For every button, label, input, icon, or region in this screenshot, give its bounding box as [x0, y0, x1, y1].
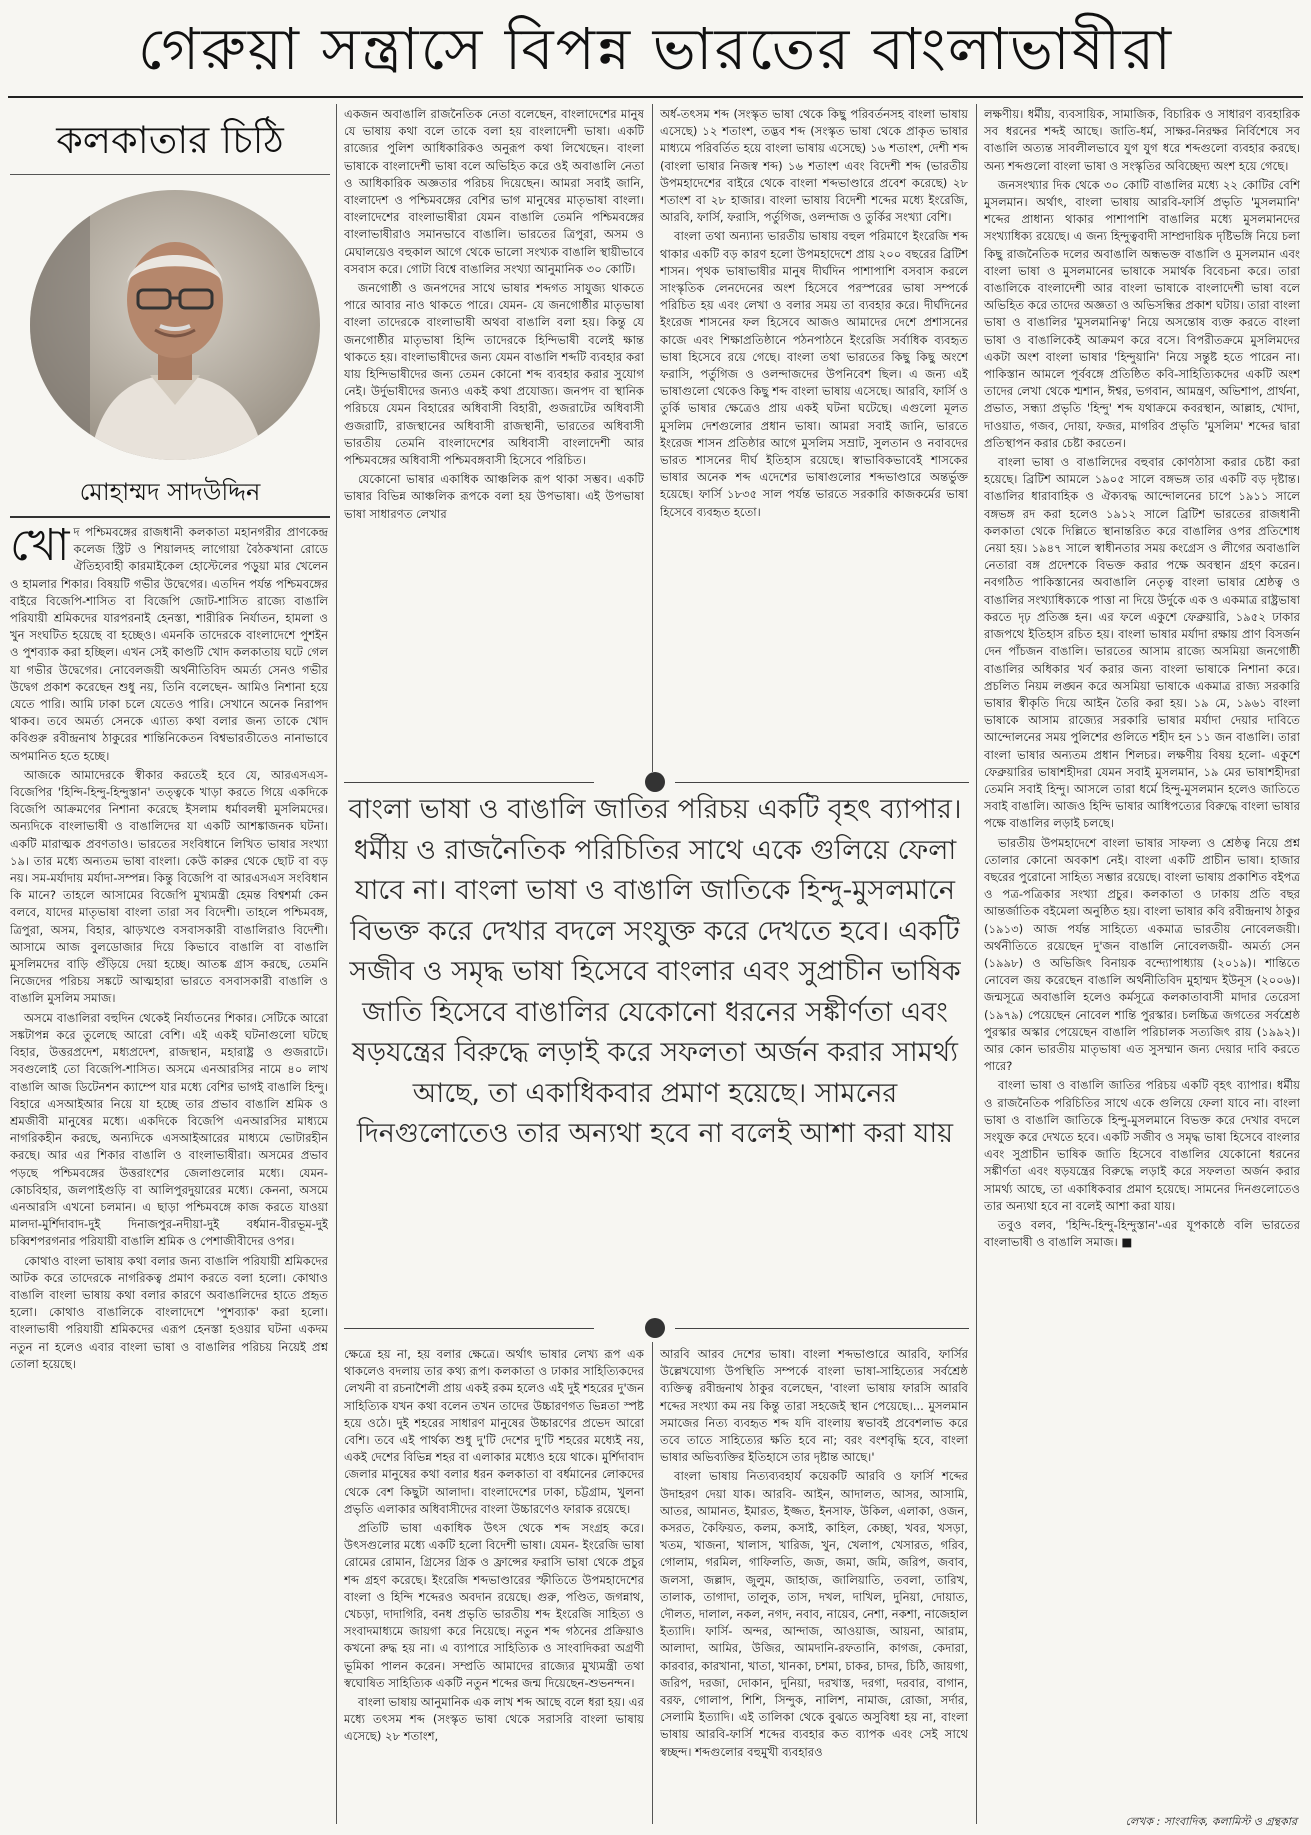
paragraph: জনগোষ্ঠী ও জনপদের সাথে ভাষার শব্দগত সাযুজ্য থাকতে পারে আবার নাও থাকতে পারে। যেমন- যে জনগোষ্ঠীর মাতৃভাষা বাংলা তাদেরকে বাংলাভাষী অথবা বাঙালি বলা হয়। কিন্তু যে জনগোষ্ঠীর মাতৃভাষা হিন্দি তাদেরকে হিন্দিভাষী বলেই ক্ষান্ত থাকতে হয়। বাংলাভাষীদের জন্য যেমন বাঙালি শব্দটি ব্যবহার করা যায় হিন্দিভাষীদের জন্য তেমন কোনো শব্দ ব্যবহার করার সুযোগ নেই। উর্দুভাষীদের জন্যও একই কথা প্রযোজ্য। জনপদ বা স্থানিক পরিচয়ে যেমন বিহারের অধিবাসী বিহারী, গুজরাটের অধিবাসী গুজরাটি, রাজস্থানের অধিবাসী রাজস্থানী, ভারতের অধিবাসী ভারতীয় তেমনি বাংলাদেশের অধিবাসী বাংলাদেশী আর পশ্চিমবঙ্গের অধিবাসী পশ্চিমবঙ্গবাসী হিসেবে পরিচিত।: [344, 281, 644, 468]
paragraph: অর্ধ-তৎসম শব্দ (সংস্কৃত ভাষা থেকে কিছু পরিবর্তনসহ বাংলা ভাষায় এসেছে) ১২ শতাংশ, তদ্ভব শব্দ (সংস্কৃত ভাষা থেকে প্রাকৃত ভাষার মাধ্যমে পরিবর্তিত হয়ে বাংলা ভাষায় এসেছে) ১৬ শতাংশ, দেশী শব্দ (বাংলা ভাষার নিজস্ব শব্দ) ১৬ শতাংশ এবং বিদেশী শব্দ (ভারতীয় উপমহাদেশের বাইরে থেকে বাংলা শব্দভাণ্ডারে প্রবেশ করেছে) ২৮ শতাংশ বা ২৮ হাজার। বাংলা ভাষায় বিদেশী শব্দের মধ্যে ইংরেজি, আরবি, ফার্সি, ফরাসি, পর্তুগিজ, ওলন্দাজ ও তুর্কির সংখ্যা বেশি।: [660, 107, 968, 225]
paragraph: বাংলা ভাষায় আনুমানিক এক লাখ শব্দ আছে বলে ধরা হয়। এর মধ্যে তৎসম শব্দ (সংস্কৃত ভাষা থেকে সরাসরি বাংলা ভাষায় এসেছে) ২৮ শতাংশ,: [344, 1695, 644, 1744]
author-footnote: লেখক : সাংবাদিক, কলামিস্ট ও গ্রন্থকার: [1125, 1815, 1297, 1828]
pull-quote-dot-bottom: [645, 1318, 665, 1338]
author-photo: [30, 190, 320, 460]
author-portrait-icon: [30, 190, 320, 460]
paragraph: একজন অবাঙালি রাজনৈতিক নেতা বলেছেন, বাংলাদেশের মানুষ যে ভাষায় কথা বলে তাকে বলা হয় বাংলাদেশী ভাষা। একটি রাজ্যের পুলিশ আধিকারিকও অনুরূপ কথা লিখেছেন। বাংলা ভাষাকে বাংলাদেশী ভাষা বলে অভিহিত করে ওই অবাঙালি নেতা ও আধিকারিক অজ্ঞতার পরিচয় দিয়েছেন। আমরা সবাই জানি, বাংলাদেশ ও পশ্চিমবঙ্গের বেশির ভাগ মানুষের মাতৃভাষা বাংলা। বাংলাদেশের বাংলাভাষীরা যেমন বাঙালি তেমনি পশ্চিমবঙ্গের বাংলাভাষীরাও সমানভাবে বাঙালি। ভারতের ত্রিপুরা, অসম ও মেঘালয়েও বহুকাল আগে থেকে ভালো সংখ্যক বাঙালি স্থায়ীভাবে বসবাস করে। গোটা বিশ্বে বাঙালির সংখ্যা আনুমানিক ৩০ কোটি।: [344, 107, 644, 276]
column-2-bottom: [344, 1346, 644, 1826]
column-divider: [976, 104, 977, 1824]
byline-rule: [10, 516, 330, 518]
section-title-rule: [10, 174, 330, 175]
paragraph: দ পশ্চিমবঙ্গের রাজধানী কলকাতা মহানগরীর প্রাণকেন্দ্র কলেজ স্ট্রিট ও শিয়ালদহ লাগোয়া বৈঠকখানা রোডে ঐতিহ্যবাহী কারমাইকেল হোস্টেলের পড়ুয়া মার খেলেন ও হামলার শিকার। বিষয়টি গভীর উদ্বেগের। এতদিন পর্যন্ত পশ্চিমবঙ্গের বাইরে বিজেপি-শাসিত বা বিজেপি জোট-শাসিত রাজ্যে বাঙালি পরিযায়ী শ্রমিকদের যারপরনাই হেনস্তা, শারীরিক নির্যাতন, হামলা ও খুন সংঘটিত হয়েছে বা হচ্ছেও। এমনকি তাদেরকে বাংলাদেশে পুশইন ও পুশব্যাক করা হচ্ছিল। এখন সেই কাণ্ডটি খোদ কলকাতায় ঘটে গেল যা গভীর উদ্বেগের। নোবেলজয়ী অর্থনীতিবিদ অমর্ত্য সেনও গভীর উদ্বেগ প্রকাশ করেছেন শুধু নয়, তিনি বলেছেন- আমিও নিশানা হয়ে যেতে পারি। আমি ঢাকা চলে যেতেও পারি। সেখানে অনেক নিরাপদ থাকব। তবে অমর্ত্য সেনকে এ্যাত্য কথা বলার জন্য তাকে খোদ কবিগুরু রবীন্দ্রনাথ ঠাকুরের শান্তিনিকেতন বিশ্বভারতীতেও নানাভাবে অপমানিত হতে হচ্ছে।: [10, 525, 328, 763]
paragraph: ক্ষেত্রে হয় না, হয় বলার ক্ষেত্রে। অর্থাৎ ভাষার লেখ্য রূপ এক থাকলেও বদলায় তার কথ্য রূপ। কলকাতা ও ঢাকার সাহিত্যিকদের লেখনী বা রচনাশৈলী প্রায় একই রকম হলেও এই দুই শহরের দু'জন সাহিত্যিক যখন কথা বলেন তখন তাদের উচ্চারণগত ভিন্নতা স্পষ্ট হয়ে ওঠে। দুই শহরের সাধারণ মানুষের উচ্চারণের প্রভেদ আরো বেশি। তবে এই পার্থক্য শুধু দু'টি দেশের দু'টি শহরের মধ্যেই নয়, একই দেশের বিভিন্ন শহর বা এলাকার মধ্যেও হয়ে থাকে। মুর্শিদাবাদ জেলার মানুষের কথা বলার ধরন কলকাতা বা বর্ধমানের লোকদের থেকে বেশ কিছুটা আলাদা। বাংলাদেশের ঢাকা, চট্টগ্রাম, খুলনা প্রভৃতি এলাকার অধিবাসীদের বাংলা উচ্চারণেও ফারাক রয়েছে।: [344, 1347, 644, 1516]
top-rule: [8, 96, 1303, 98]
paragraph: লক্ষণীয়। ধর্মীয়, ব্যবসায়িক, সামাজিক, বিচারিক ও সাধারণ ব্যবহারিক সব ধরনের শব্দই আছে। জাতি-ধর্ম, সাক্ষর-নিরক্ষর নির্বিশেষে সব বাঙালি অত্যন্ত সাবলীলভাবে যুগ যুগ ধরে শব্দগুলো ব্যবহার করছে। অন্য শব্দগুলো বাংলা ভাষা ও সংস্কৃতির অবিচ্ছেদ্য অংশ হয়ে গেছে।: [984, 107, 1300, 173]
paragraph: প্রতিটি ভাষা একাধিক উৎস থেকে শব্দ সংগ্রহ করে। উৎসগুলোর মধ্যে একটি হলো বিদেশী ভাষা। যেমন- ইংরেজি ভাষা রোমের রোমান, গ্রিসের গ্রিক ও ফ্রান্সের ফরাসি ভাষা থেকে প্রচুর শব্দ গ্রহণ করেছে। ইংরেজি শব্দভাণ্ডারের স্ফীতিতে উপমহাদেশের বাংলা ও হিন্দি শব্দেরও অবদান রয়েছে। গুরু, পণ্ডিত, জগন্নাথ, খেচড়া, দাদাগিরি, বনধ প্রভৃতি ভারতীয় শব্দ ইংরেজি সাহিত্য ও সংবাদমাধ্যমে জায়গা করে নিয়েছে। নতুন শব্দ গঠনের প্রক্রিয়াও কখনো রুদ্ধ হয় না। এ ব্যাপারে সাহিত্যিক ও সাংবাদিকরা অগ্রণী ভূমিকা পালন করেন। সম্প্রতি আমাদের রাজ্যের মুখ্যমন্ত্রী তথা স্বঘোষিত সাহিত্যিক একটি নতুন শব্দের জন্ম দিয়েছেন-শুভনন্দন।: [344, 1521, 644, 1690]
column-divider: [336, 104, 337, 1824]
pull-quote-rule-right: [675, 782, 969, 783]
paragraph: আরবি আরব দেশের ভাষা। বাংলা শব্দভাণ্ডারে আরবি, ফার্সির উল্লেখযোগ্য উপস্থিতি সম্পর্কে বাংলা ভাষা-সাহিত্যের সর্বশ্রেষ্ঠ ব্যক্তিত্ব রবীন্দ্রনাথ ঠাকুর বলেছেন, 'বাংলা ভাষায় ফারসি আরবি শব্দের সংখ্যা কম নয় কিন্তু তারা সহজেই স্থান পেয়েছে।... মুসলমান সমাজের নিত্য ব্যবহৃত শব্দ যদি বাংলায় স্বভাবই প্রবেশলাভ করে তবে তাতে সাহিত্যের ক্ষতি হবে না; বরং বংশবৃদ্ধি হবে, বাংলা ভাষার অভিব্যক্তির ইতিহাসে তার দৃষ্টান্ত আছে।': [660, 1347, 968, 1465]
paragraph: যেকোনো ভাষার একাধিক আঞ্চলিক রূপ থাকা সম্ভব। একটি ভাষার বিভিন্ন আঞ্চলিক রূপকে বলা হয় উপভাষা। এই উপভাষা ভাষা সাধারণত লেখার: [344, 472, 644, 521]
paragraph: বাংলা তথা অন্যান্য ভারতীয় ভাষায় বহুল পরিমাণে ইংরেজি শব্দ থাকার একটি বড় কারণ হলো উপমহাদেশে প্রায় ২০০ বছরের ব্রিটিশ শাসন। পৃথক ভাষাভাষীর মানুষ দীর্ঘদিন পাশাপাশি বসবাস করলে সাংস্কৃতিক লেনদেনের অংশ হিসেবে পরস্পরের ভাষা সম্পর্কে পরিচিত হয় এবং লেখা ও বলার সময় তা ব্যবহার করে। দীর্ঘদিনের ইংরেজ শাসনের ফল হিসেবে আজও আমাদের দেশে প্রশাসনের কাজে এবং শিক্ষাপ্রতিষ্ঠানে পঠনপাঠনে ইংরেজি সর্বাধিক ব্যবহৃত ভাষা হিসেবে রয়ে গেছে। বাংলা তথা ভারতের কিছু কিছু অংশে ফরাসি, পর্তুগিজ ও ওলন্দাজদের উপনিবেশ ছিল। এ জন্য এই ভাষাগুলো থেকেও কিছু শব্দ বাংলা ভাষায় এসেছে। আরবি, ফার্সি ও তুর্কি ভাষার ক্ষেত্রেও প্রায় একই ঘটনা ঘটেছে। এগুলো মূলত মুসলিম দেশগুলোর প্রধান ভাষা। আমরা সবাই জানি, ভারতে ইংরেজ শাসন প্রতিষ্ঠার আগে মুসলিম সম্রাট, সুলতান ও নবাবদের ভারত শাসনের দীর্ঘ ইতিহাস রয়েছে। স্বাভাবিকভাবেই শাসকের ভাষার অনেক শব্দ এদেশের ভাষাগুলোর শব্দভাণ্ডারে অন্তর্ভুক্ত হয়েছে। ফার্সি ১৮৩৫ সাল পর্যন্ত ভারতে সরকারি কাজকর্মের ভাষা হিসেবে ব্যবহৃত হতো।: [660, 229, 968, 519]
paragraph: অসমে বাঙালিরা বহুদিন থেকেই নির্যাতনের শিকার। সেটিকে আরো সঙ্কটাপন্ন করে তুলেছে আরো বেশি। এই একই ঘটনাগুলো ঘটছে বিহার, উত্তরপ্রদেশ, মধ্যপ্রদেশ, রাজস্থান, মহারাষ্ট্র ও গুজরাটে। সবগুলোই তো বিজেপি-শাসিত। অসমে এনআরসির নামে ৪০ লাখ বাঙালি আজ ডিটেনশন ক্যাম্পে যার মধ্যে বেশির ভাগই বাঙালি হিন্দু। বিহারে এসআইআর নিয়ে যা হচ্ছে তার প্রভাব বাঙালি শ্রমিক ও শ্রমজীবী মানুষের মধ্যে। একদিকে বিজেপি এনআরসির মাধ্যমে নাগরিকহীন করছে, অন্যদিকে এসআইআরের মাধ্যমে ভোটারহীন করছে। আর এর শিকার বাঙালি ও বাংলাভাষীরা। অসমের প্রভাব পড়ছে পশ্চিমবঙ্গের উত্তরাংশের জেলাগুলোর মধ্যে। যেমন- কোচবিহার, জলপাইগুড়ি বা আলিপুরদুয়ারের মধ্যে। কেননা, অসমে এনআরসি এখনো চলমান। এ ছাড়া পশ্চিমবঙ্গে কাজ করতে যাওয়া মালদা-মুর্শিদাবাদ-দুই দিনাজপুর-নদীয়া-দুই বর্ধমান-বীরভূম-দুই চব্বিশপরগনার পরিযায়ী বাঙালি শ্রমিক ও পেশাজীবীদের ওপর।: [10, 1010, 328, 1249]
column-1: [10, 524, 328, 1824]
section-title: কলকাতার চিঠি: [56, 118, 284, 162]
column-divider: [652, 1342, 653, 1824]
headline: গেরুয়া সন্ত্রাসে বিপন্ন ভারতের বাংলাভাষীরা: [137, 15, 1174, 83]
column-3-top: [660, 106, 968, 770]
paragraph: তবুও বলব, 'হিন্দি-হিন্দু-হিন্দুস্তান'-এর যূপকাষ্ঠে বলি ভারতের বাংলাভাষী ও বাঙালি সমাজ। ■: [984, 1218, 1300, 1250]
paragraph: বাংলা ভাষায় নিত্যব্যবহার্য কয়েকটি আরবি ও ফার্সি শব্দের উদাহরণ দেয়া যাক। আরবি- আইন, আদালত, আসর, আসামি, আতর, আমানত, ইমারত, ইজ্জত, ইনসাফ, উকিল, এলাকা, ওজন, কসরত, কৈফিয়ত, কলম, কসাই, কাহিল, কেচ্ছা, খবর, খসড়া, খতম, খাজনা, খালাস, খারিজ, খুন, খেলাপ, খেসারত, গরিব, গোলাম, গরমিল, গাফিলতি, জজ, জমা, জমি, জরিপ, জবাব, জলসা, জল্লাদ, জুলুম, জাহাজ, জালিয়াতি, তবলা, তারিখ, তালাক, তাগাদা, তালুক, তাস, দখল, দাখিল, দুনিয়া, দোয়াত, দৌলত, দালাল, নকল, নগদ, নবাব, নায়েব, নেশা, নকশা, নাজেহাল ইত্যাদি। ফার্সি- অন্দর, আন্দাজ, আওয়াজ, আয়না, আরাম, আলাদা, আমির, উজির, আমদানি-রফতানি, কাগজ, কেদারা, কারবার, কারখানা, খাতা, খানকা, চশমা, চাকর, চাদর, চিঠি, জায়গা, জরিপ, দরজা, দোকান, দুনিয়া, দরখাস্ত, দরগা, দরবার, বাগান, বরফ, গোলাপ, শিশি, সিন্দুক, নালিশ, নামাজ, রোজা, সর্দার, সেলামি ইত্যাদি। এই তালিকা থেকে বুঝতে অসুবিধা হয় না, বাংলা ভাষায় আরবি-ফার্সি শব্দের ব্যবহার কত ব্যাপক এবং সেই সাথে স্বচ্ছন্দ। শব্দগুলোর বহুমুখী ব্যবহারও: [660, 1469, 968, 1759]
paragraph: বাংলা ভাষা ও বাঙালি জাতির পরিচয় একটি বৃহৎ ব্যাপার। ধর্মীয় ও রাজনৈতিক পরিচিতির সাথে একে গুলিয়ে ফেলা যাবে না। বাংলা ভাষা ও বাঙালি জাতিকে হিন্দু-মুসলমানে বিভক্ত করে দেখার বদলে সংযুক্ত করে দেখতে হবে। একটি সজীব ও সমৃদ্ধ ভাষা হিসেবে বাংলার এবং সুপ্রাচীন ভাষিক জাতি হিসেবে বাঙালির যেকোনো ধরনের সঙ্কীর্ণতা এবং ষড়যন্ত্রের বিরুদ্ধে লড়াই করে সফলতা অর্জন করার সামর্থ্য আছে, তা একাধিকবার প্রমাণ হয়েছে। সামনের দিনগুলোতেও তার অন্যথা হবে না বলেই আশা করা যায়।: [984, 1078, 1300, 1213]
pull-quote: বাংলা ভাষা ও বাঙালি জাতির পরিচয় একটি বৃহৎ ব্যাপার। ধর্মীয় ও রাজনৈতিক পরিচিতির সাথে একে গুলিয়ে ফেলা যাবে না। বাংলা ভাষা ও বাঙালি জাতিকে হিন্দু-মুসলমানে বিভক্ত করে দেখার বদলে সংযুক্ত করে দেখতে হবে। একটি সজীব ও সমৃদ্ধ ভাষা হিসেবে বাংলার এবং সুপ্রাচীন ভাষিক জাতি হিসেবে বাঙালির যেকোনো ধরনের সঙ্কীর্ণতা এবং ষড়যন্ত্রের বিরুদ্ধে লড়াই করে সফলতা অর্জন করার সামর্থ্য আছে, তা একাধিকবার প্রমাণ হয়েছে। সামনের দিনগুলোতেও তার অন্যথা হবে না বলেই আশা করা যায়: [348, 794, 962, 1149]
pull-quote-rule-left-bottom: [344, 1328, 594, 1329]
paragraph: ভারতীয় উপমহাদেশে বাংলা ভাষার সাফল্য ও শ্রেষ্ঠত্ব নিয়ে প্রশ্ন তোলার কোনো অবকাশ নেই। বাংলা একটি প্রাচীন ভাষা। হাজার বছরের পুরোনো সাহিত্য সম্ভার রয়েছে। বাংলা ভাষায় প্রকাশিত বইপত্র ও পত্র-পত্রিকার সংখ্যা প্রচুর। কলকাতা ও ঢাকায় প্রতি বছর আন্তর্জাতিক বইমেলা অনুষ্ঠিত হয়। বাংলা ভাষার কবি রবীন্দ্রনাথ ঠাকুর (১৯১৩) আজ পর্যন্ত সাহিত্যে একমাত্র ভারতীয় নোবেলজয়ী। অর্থনীতিতে রয়েছেন দু'জন বাঙালি নোবেলজয়ী- অমর্ত্য সেন (১৯৯৮) ও অভিজিৎ বিনায়ক বন্দ্যোপাধ্যায় (২০১৯)। শান্তিতে নোবেল জয় করেছেন বাঙালি অর্থনীতিবিদ মুহাম্মদ ইউনূস (২০০৬)। জন্মসূত্রে অবাঙালি হলেও কর্মসূত্রে কলকাতাবাসী মাদার তেরেসা (১৯৭৯) পেয়েছেন নোবেল শান্তি পুরস্কার। চলচ্চিত্র জগতের সর্বশ্রেষ্ঠ পুরস্কার অস্কার পেয়েছেন বাঙালি পরিচালক সত্যজিৎ রায় (১৯৯২)। আর কোন ভারতীয় মাতৃভাষা এত সুসম্মান জন্য দেয়ার দাবি করতে পারে?: [984, 835, 1300, 1074]
pull-quote-rule-left: [344, 782, 594, 783]
pull-quote-rule-right-bottom: [675, 1328, 969, 1329]
paragraph: বাংলা ভাষা ও বাঙালিদের বহুবার কোণঠাসা করার চেষ্টা করা হয়েছে। ব্রিটিশ আমলে ১৯০৫ সালে বঙ্গভঙ্গ তার একটি বড় দৃষ্টান্ত। বাঙালির ধারাবাহিক ও ঐক্যবদ্ধ আন্দোলনের চাপে ১৯১১ সালে বঙ্গভঙ্গ রদ করা হলেও ১৯১২ সালে ব্রিটিশ ভারতের রাজধানী কলকাতা থেকে দিল্লিতে স্থানান্তরিত করে বাঙালির ওপর প্রতিশোধ নেয়া হয়। ১৯৪৭ সালে স্বাধীনতার সময় কংগ্রেস ও লীগের অবাঙালি নেতারা বঙ্গ প্রদেশকে বিভক্ত করার পক্ষে অবস্থান গ্রহণ করেন। নবগঠিত পাকিস্তানের অবাঙালি নেতৃত্ব বাংলা ভাষার শ্রেষ্ঠত্ব ও বাঙালির সংখ্যাধিক্যকে পাত্তা না দিয়ে উর্দুকে এক ও একমাত্র রাষ্ট্রভাষা করতে দৃঢ় প্রতিজ্ঞ হন। এর ফলে একুশে ফেব্রুয়ারি, ১৯৫২ ঢাকার রাজপথে ইতিহাস রচিত হয়। বাংলা ভাষার মর্যাদা রক্ষায় প্রাণ বিসর্জন দেন পাঁচজন বাঙালি। ভারতের আসাম রাজ্যে অসমিয়া জনগোষ্ঠী বাঙালির অধিকার খর্ব করার জন্য বাংলা ভাষাকে নিশানা করে। প্রচলিত নিয়ম লঙ্ঘন করে অসমিয়া ভাষাকে একমাত্র রাজ্য সরকারি ভাষার স্বীকৃতি দিয়ে আইন তৈরি করা হয়। ১৯ মে, ১৯৬১ বাংলা ভাষাকে আসাম রাজ্যের সরকারি ভাষার মর্যাদা দেয়ার দাবিতে আন্দোলনের সময় পুলিশের গুলিতে শহীদ হন ১১ জন বাঙালি। তারা বাংলা ভাষার অন্যতম প্রধান শিলচর। লক্ষণীয় বিষয় হলো- একুশে ফেব্রুয়ারির ভাষাশহীদরা যেমন সবাই মুসলমান, ১৯ মের ভাষাশহীদরা তেমনি সবাই হিন্দু। আসলে তারা ধর্মে হিন্দু-মুসলমান হলেও জাতিতে সবাই বাঙালি। আজও হিন্দি ভাষার আধিপত্যের বিরুদ্ধে বাংলা ভাষার পক্ষে বাঙালির লড়াই চলছে।: [984, 455, 1300, 831]
paragraph: জনসংখ্যার দিক থেকে ৩০ কোটি বাঙালির মধ্যে ২২ কোটির বেশি মুসলমান। অর্থাৎ, বাংলা ভাষায় আরবি-ফার্সি প্রভৃতি 'মুসলমানি' শব্দের প্রাধান্য থাকার পাশাপাশি বাঙালির মধ্যে মুসলমানদের সংখ্যাধিক্য রয়েছে। এ জন্য হিন্দুত্ববাদী সাম্প্রদায়িক দৃষ্টিভঙ্গি নিয়ে চলা কিছু রাজনৈতিক দলের অবাঙালি অন্ধভক্ত বাঙালি ও মুসলমান এবং বাংলা ভাষা ও মুসলমানের ভাষাকে সমার্থক বিবেচনা করে। তারা বাঙালিকে বাংলাদেশী আর বাংলা ভাষাকে বাংলাদেশী ভাষা বলে অভিহিত করে তাদের অজ্ঞতা ও অভিসন্ধির প্রকাশ ঘটায়। তারা বাংলা ভাষা ও বাঙালির 'মুসলমানিত্ব' নিয়ে অসন্তোষ ব্যক্ত করতে বাংলা ভাষা ও বাঙালিকেই আক্রমণ করে বসে। বিপরীতক্রমে মুসলিমদের একটা অংশ বাংলা ভাষার 'হিন্দুয়ানি' নিয়ে সন্তুষ্ট হতে পারেন না। পাকিস্তান আমলে পূর্ববঙ্গে প্রতিষ্ঠিত কবি-সাহিত্যিকদের একটি অংশ তাদের লেখা থেকে শ্মশান, ঈশ্বর, ভগবান, আমন্ত্রণ, অভিশাপ, প্রার্থনা, প্রভাত, সন্ধ্যা প্রভৃতি 'হিন্দু' শব্দ যথাক্রমে কবরস্থান, আল্লাহ, খোদা, দাওয়াত, গজব, দোয়া, ফজর, মাগরিব প্রভৃতি 'মুসলিম' শব্দের দ্বারা প্রতিস্থাপন করার চেষ্টা করতেন।: [984, 177, 1300, 450]
paragraph: আজকে আমাদেরকে স্বীকার করতেই হবে যে, আরএসএস-বিজেপির 'হিন্দি-হিন্দু-হিন্দুস্তান' তত্ত্বকে খাড়া করতে গিয়ে একদিকে বিজেপি আক্রমণের নিশানা করেছে ইসলাম ধর্মাবলম্বী মুসলিমদের। অন্যদিকে বাংলাভাষী ও বাঙালিদের যা একটি আশঙ্কাজনক ঘটনা। একটি মারাত্মক প্রবণতাও। ভারতের সংবিধানে লিখিত ভাষার সংখ্যা ১৯। তার মধ্যে অন্যতম ভাষা বাংলা। কেউ কারুর থেকে ছোট বা বড় নয়। সম-মর্যাদায় মর্যাদা-সম্পন্ন। কিন্তু বিজেপি বা আরএসএস সংবিধান কি মানে? তাহলে আসামের বিজেপি মুখ্যমন্ত্রী হেমন্ত বিশ্বশর্মা কেন বলবে, যাদের মাতৃভাষা বাংলা তারা সব বিদেশী। তাহলে পশ্চিমবঙ্গ, ত্রিপুরা, অসম, বিহার, ঝাড়খণ্ডে বসবাসকারী বাঙালিরাও বিদেশী। আসামে আজ বুলডোজার দিয়ে কিভাবে বাঙালি বা বাঙালি মুসলিমদের বাড়ি গুঁড়িয়ে দেয়া হচ্ছে। আতঙ্ক গ্রাস করছে, তেমনি নিজেদের পরিচয় সঙ্কটে আত্মহারা ভারতে বসবাসকারী বাঙালি ও বাঙালি মুসলিম সমাজ।: [10, 767, 328, 1006]
column-2-top: [344, 106, 644, 770]
author-name: মোহাম্মদ সাদউদ্দিন: [79, 478, 261, 506]
column-divider: [652, 104, 653, 772]
column-4: [984, 106, 1300, 1806]
pull-quote-dot-top: [645, 772, 665, 792]
dropcap: খো: [10, 524, 70, 571]
column-3-bottom: [660, 1346, 968, 1826]
paragraph: কোথাও বাংলা ভাষায় কথা বলার জন্য বাঙালি পরিযায়ী শ্রমিকদের আটক করে তাদেরকে নাগরিকত্ব প্রমাণ করতে বলা হলো। কোথাও বাঙালি বাংলা ভাষায় কথা বলার কারণে অবাঙালিদের হাতে প্রহৃত হলো। কোথাও বাঙালিকে বাংলাদেশে 'পুশব্যাক' করা হলো। বাংলাভাষী পরিযায়ী শ্রমিকদের এরূপ হেনস্তা হওয়ার ঘটনা একদম নতুন না হলেও এবার বাংলা ভাষা ও বাঙালির পরিচয় নিয়েই প্রশ্ন তোলা হয়েছে।: [10, 1253, 328, 1371]
